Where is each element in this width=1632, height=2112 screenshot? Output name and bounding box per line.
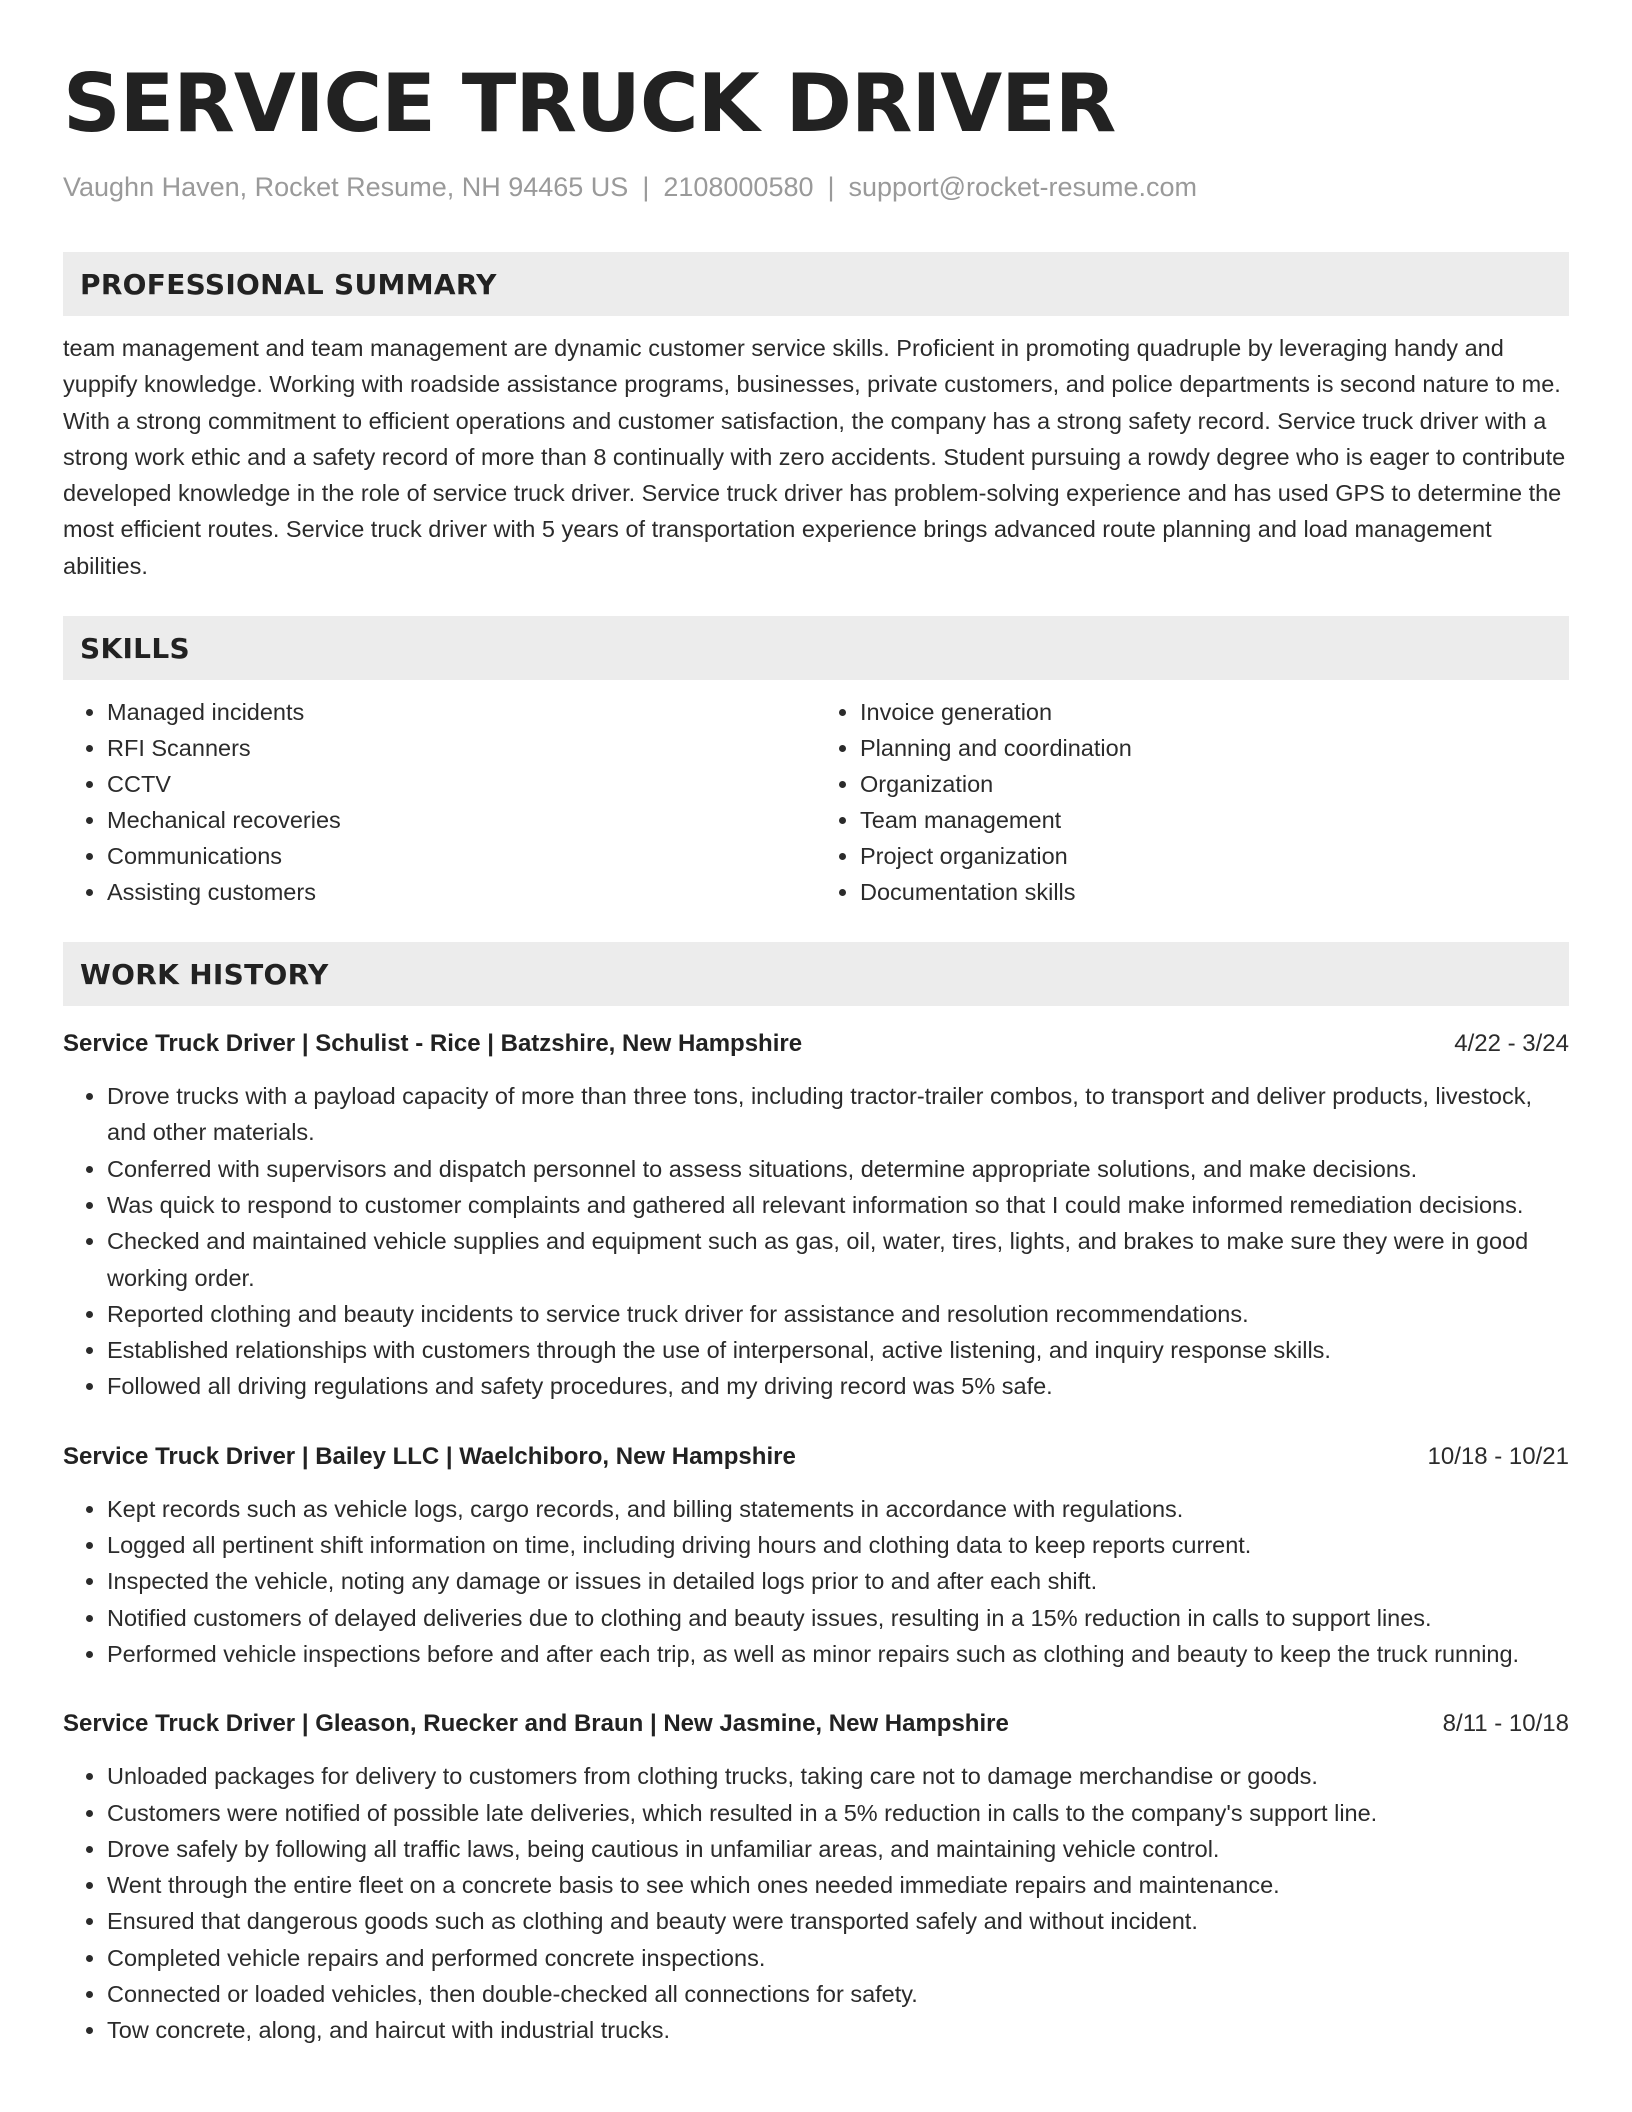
job-title: Service Truck Driver | Bailey LLC | Waelchiboro, New Hampshire: [63, 1442, 796, 1470]
skill-item: • Planning and coordination: [860, 730, 1569, 766]
job-bullet: • Tow concrete, along, and haircut with industrial trucks.: [107, 2012, 1569, 2048]
job-bullet: • Logged all pertinent shift information on time, including driving hours and clothing data to keep reports current.: [107, 1527, 1569, 1563]
skills-column-right: [816, 694, 1569, 910]
skills-section-header: [63, 616, 1569, 680]
job-bullet: • Established relationships with customers through the use of interpersonal, active listening, and inquiry response skills.: [107, 1332, 1569, 1368]
job-header: [63, 1706, 1569, 1742]
summary-heading: PROFESSIONAL SUMMARY: [80, 267, 497, 301]
job-bullets: [63, 1758, 1569, 2048]
skill-item: • Communications: [107, 838, 816, 874]
skills-list: [63, 694, 1569, 910]
skill-item: • Assisting customers: [107, 874, 816, 910]
contact-phone: 2108000580: [663, 172, 814, 202]
skill-item: • Mechanical recoveries: [107, 802, 816, 838]
skills-heading: SKILLS: [80, 631, 190, 665]
skill-item: • CCTV: [107, 766, 816, 802]
job-bullets: [63, 1491, 1569, 1672]
job-bullet: • Reported clothing and beauty incidents to service truck driver for assistance and resolution recommendations.: [107, 1296, 1569, 1332]
job-bullet: • Went through the entire fleet on a concrete basis to see which ones needed immediate repairs and maintenance.: [107, 1867, 1569, 1903]
job-title: Service Truck Driver | Schulist - Rice | Batzshire, New Hampshire: [63, 1030, 803, 1058]
skills-column-left: [63, 694, 816, 910]
skill-item: • Managed incidents: [107, 694, 816, 730]
job-bullet: • Notified customers of delayed deliveries due to clothing and beauty issues, resulting in a 15% reduction in calls to support lines.: [107, 1600, 1569, 1636]
job-bullet: • Kept records such as vehicle logs, cargo records, and billing statements in accordance with regulations.: [107, 1491, 1569, 1527]
contact-separator: |: [827, 172, 835, 202]
job-bullet: • Was quick to respond to customer complaints and gathered all relevant information so that I could make informed remediation decisions.: [107, 1187, 1569, 1223]
job-bullet: • Drove safely by following all traffic laws, being cautious in unfamiliar areas, and maintaining vehicle control.: [107, 1831, 1569, 1867]
job-bullet: • Drove trucks with a payload capacity of more than three tons, including tractor-trailer combos, to transport and deliver products, livestock, and other materials.: [107, 1078, 1569, 1151]
work-history-section-header: [63, 942, 1569, 1006]
job-bullet: • Conferred with supervisors and dispatch personnel to assess situations, determine appropriate solutions, and make decisions.: [107, 1151, 1569, 1187]
job-entry: [63, 1706, 1569, 2048]
job-bullet: • Ensured that dangerous goods such as clothing and beauty were transported safely and without incident.: [107, 1903, 1569, 1939]
skill-item: • Invoice generation: [860, 694, 1569, 730]
job-bullet: • Completed vehicle repairs and performed concrete inspections.: [107, 1940, 1569, 1976]
skill-item: • Organization: [860, 766, 1569, 802]
job-header: [63, 1439, 1569, 1475]
job-bullet: • Checked and maintained vehicle supplies and equipment such as gas, oil, water, tires, lights, and brakes to make sure they were in good working order.: [107, 1223, 1569, 1296]
skill-item: • RFI Scanners: [107, 730, 816, 766]
job-bullet: • Followed all driving regulations and safety procedures, and my driving record was 5% safe.: [107, 1368, 1569, 1404]
contact-address: Vaughn Haven, Rocket Resume, NH 94465 US: [63, 172, 629, 202]
skill-item: • Team management: [860, 802, 1569, 838]
summary-section-header: [63, 252, 1569, 316]
job-bullets: [63, 1078, 1569, 1405]
job-dates: 8/11 - 10/18: [1442, 1710, 1569, 1738]
work-history-heading: WORK HISTORY: [80, 957, 329, 991]
job-title: Service Truck Driver | Gleason, Ruecker and Braun | New Jasmine, New Hampshire: [63, 1710, 1009, 1738]
job-bullet: • Inspected the vehicle, noting any damage or issues in detailed logs prior to and after each shift.: [107, 1563, 1569, 1599]
job-bullet: • Connected or loaded vehicles, then double-checked all connections for safety.: [107, 1976, 1569, 2012]
skill-item: • Documentation skills: [860, 874, 1569, 910]
job-entry: [63, 1439, 1569, 1672]
summary-text: team management and team management are dynamic customer service skills. Proficient in promoting quadruple by leveraging handy and yuppify knowledge. Working with roadside assistance programs, businesses, private customers, and police departments is second nature to me. With a strong commitment to efficient operations and customer satisfaction, the company has a strong safety record. Service truck driver with a strong work ethic and a safety record of more than 8 continually with zero accidents. Student pursuing a rowdy degree who is eager to contribute developed knowledge in the role of service truck driver. Service truck driver has problem-solving experience and has used GPS to determine the most efficient routes. Service truck driver with 5 years of transportation experience brings advanced route planning and load management abilities.: [63, 335, 1566, 579]
job-dates: 4/22 - 3/24: [1454, 1030, 1569, 1058]
contact-email: support@rocket-resume.com: [848, 172, 1198, 202]
job-bullet: • Unloaded packages for delivery to customers from clothing trucks, taking care not to damage merchandise or goods.: [107, 1758, 1569, 1794]
contact-line: [63, 170, 1569, 204]
job-bullet: • Performed vehicle inspections before and after each trip, as well as minor repairs such as clothing and beauty to keep the truck running.: [107, 1636, 1569, 1672]
job-entry: [63, 1026, 1569, 1405]
job-dates: 10/18 - 10/21: [1427, 1442, 1569, 1470]
skill-item: • Project organization: [860, 838, 1569, 874]
job-header: [63, 1026, 1569, 1062]
contact-separator: |: [642, 172, 650, 202]
job-bullet: • Customers were notified of possible late deliveries, which resulted in a 5% reduction in calls to the company's support line.: [107, 1795, 1569, 1831]
resume-title: SERVICE TRUCK DRIVER: [63, 57, 1116, 150]
